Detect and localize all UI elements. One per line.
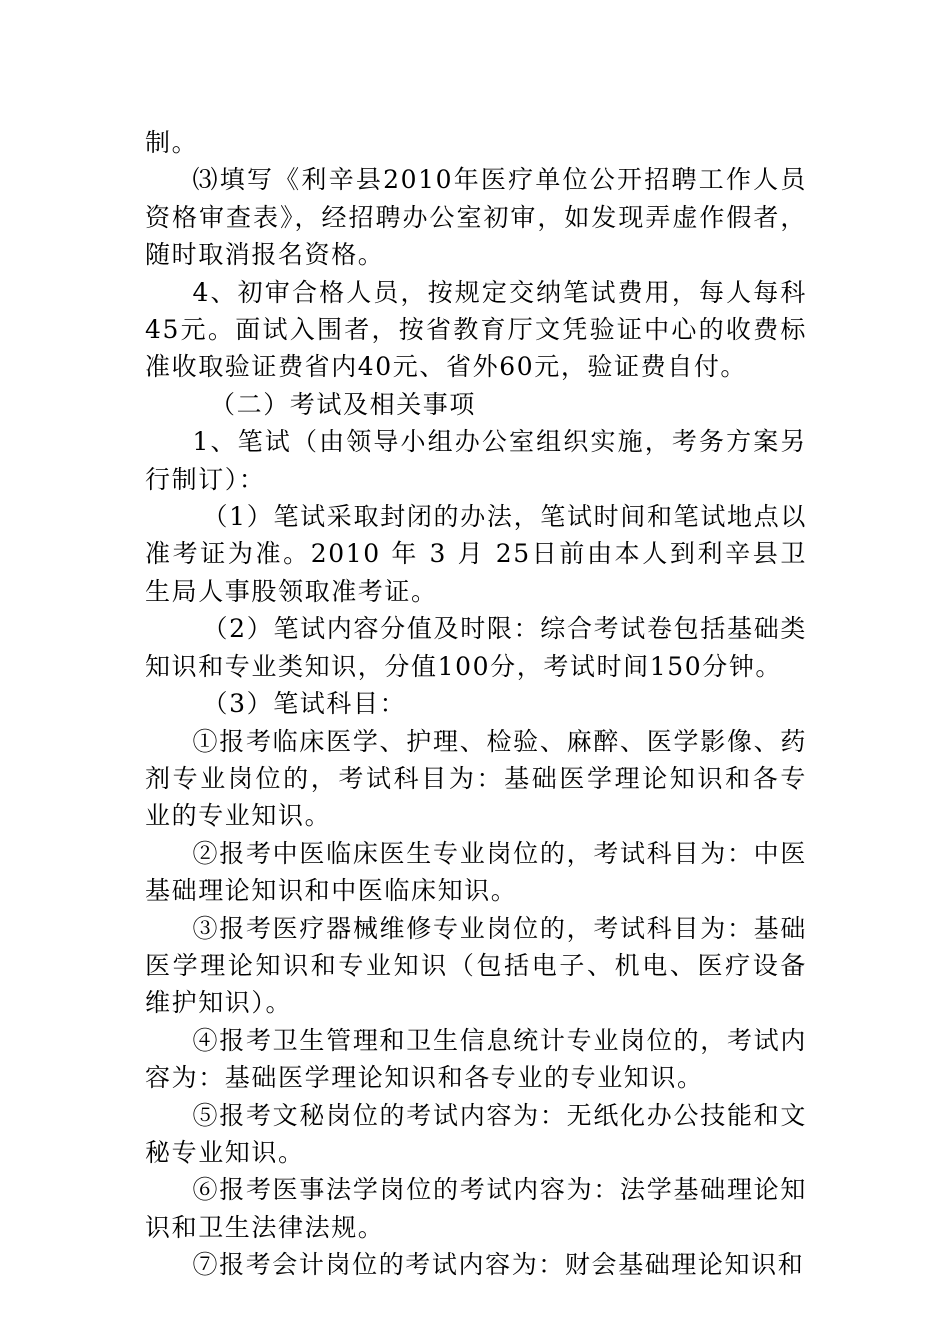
list-item-law: ⑥报考医事法学岗位的考试内容为：法学基础理论知识和卫生法律法规。: [145, 1175, 807, 1242]
paragraph-exam-content: （2）笔试内容分值及时限：综合考试卷包括基础类知识和专业类知识，分值100分，考试时间150分钟。: [145, 614, 807, 681]
list-item-tcm: ②报考中医临床医生专业岗位的，考试科目为：中医基础理论知识和中医临床知识。: [145, 838, 807, 906]
list-item-accounting: ⑦报考会计岗位的考试内容为：财会基础理论知识和: [192, 1250, 805, 1280]
paragraph-exam-method: （1）笔试采取封闭的办法，笔试时间和笔试地点以准考证为准。2010 年 3 月 25日前由本人到利辛县卫生局人事股领取准考证。: [145, 502, 807, 606]
list-item-equipment: ③报考医疗器械维修专业岗位的，考试科目为：基础医学理论知识和专业知识（包括电子、机电、医疗设备维护知识）。: [145, 913, 807, 1018]
list-item-secretary: ⑤报考文秘岗位的考试内容为：无纸化办公技能和文秘专业知识。: [145, 1100, 807, 1167]
list-item-management: ④报考卫生管理和卫生信息统计专业岗位的，考试内容为：基础医学理论知识和各专业的专业知识。: [145, 1025, 807, 1093]
paragraph-written-exam: 1、笔试（由领导小组办公室组织实施，考务方案另行制订）：: [145, 427, 807, 494]
document-body: [145, 124, 807, 1284]
paragraph-exam-subjects: （3）笔试科目：: [202, 689, 407, 719]
paragraph-qualification-form: ⑶填写《利辛县2010年医疗单位公开招聘工作人员资格审查表》，经招聘办公室初审，如发现弄虚作假者，随时取消报名资格。: [145, 165, 807, 270]
list-item-clinical: ①报考临床医学、护理、检验、麻醉、医学影像、药剂专业岗位的，考试科目为：基础医学理论知识和各专业的专业知识。: [145, 726, 807, 831]
paragraph-exam-fee: 4、初审合格人员，按规定交纳笔试费用，每人每科45元。面试入围者，按省教育厅文凭验证中心的收费标准收取验证费省内40元、省外60元，验证费自付。: [145, 277, 807, 382]
section-heading-exam: （二）考试及相关事项: [210, 389, 477, 419]
paragraph-continuation: 制。: [145, 128, 199, 157]
